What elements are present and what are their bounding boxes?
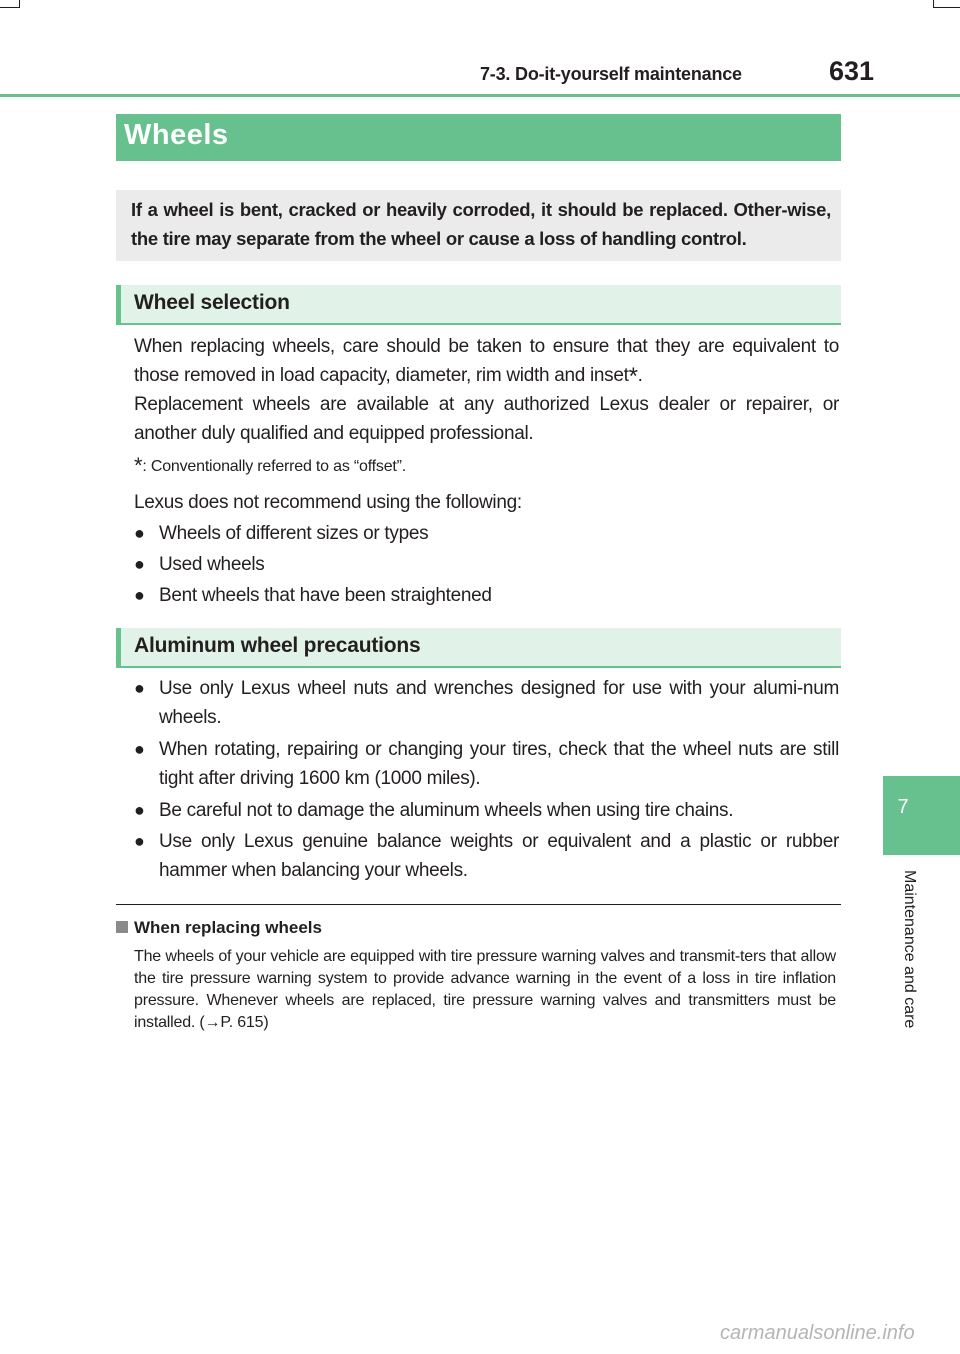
- wheel-selection-para-2: Replacement wheels are available at any authorized Lexus dealer or repairer, or another duly qualified and equipped professional.: [134, 394, 839, 444]
- heading-accent: [116, 285, 121, 323]
- list-item-text: Use only Lexus wheel nuts and wrenches designed for use with your alumi-num wheels.: [159, 678, 839, 728]
- crop-mark-top-left-h: [0, 7, 20, 8]
- intro-box: [116, 190, 841, 261]
- list-item-text: Bent wheels that have been straightened: [159, 585, 492, 606]
- page-number: 631: [829, 56, 875, 86]
- list-item-text: Use only Lexus genuine balance weights or equivalent and a plastic or rubber hammer when balancing your wheels.: [159, 831, 839, 881]
- crop-mark-top-right-h: [933, 7, 960, 8]
- note-body: The wheels of your vehicle are equipped with tire pressure warning valves and transmit-ters that allow the tire pressure warning system to provide advance warning in the event of a loss in tire inflation pressure. Whenever wheels are replaced, tire pressure warning valves and transmitters must be installed. (→P. 615): [134, 948, 836, 1031]
- list-item: [134, 674, 839, 732]
- list-item-text: When rotating, repairing or changing your tires, check that the wheel nuts are still tight after driving 1600 km (1000 miles).: [159, 739, 839, 789]
- wheel-selection-para-1: [134, 332, 839, 391]
- para-1-text: When replacing wheels, care should be taken to ensure that they are equivalent to those removed in load capacity, diameter, rim width and inset: [134, 336, 839, 386]
- footnote: [134, 453, 406, 479]
- heading-accent: [116, 628, 121, 666]
- list-item: [134, 796, 839, 825]
- watermark: carmanualsonline.info: [720, 1322, 915, 1344]
- list-item: [134, 519, 839, 548]
- bullet-icon: ●: [134, 554, 145, 574]
- list-item: [134, 581, 839, 610]
- list-item-text: Wheels of different sizes or types: [159, 523, 429, 544]
- chapter-number: 7: [897, 796, 909, 818]
- bullet-icon: ●: [134, 800, 145, 820]
- square-bullet-icon: [116, 921, 128, 933]
- para-1-end: .: [637, 365, 643, 386]
- chapter-tab: [883, 776, 960, 855]
- para-1-star: *: [628, 363, 638, 390]
- wheel-selection-heading-bar: [116, 285, 841, 325]
- footnote-star: *: [134, 453, 143, 478]
- note-heading-text: When replacing wheels: [134, 918, 322, 937]
- list-item-text: Used wheels: [159, 554, 265, 575]
- list-item: [134, 827, 839, 885]
- section-divider: [116, 904, 841, 905]
- bullet-icon: ●: [134, 523, 145, 543]
- header-rule: [0, 94, 960, 97]
- bullet-icon: ●: [134, 585, 145, 605]
- wheel-selection-para-3: Lexus does not recommend using the following:: [134, 492, 522, 513]
- section-title-bar: [116, 114, 841, 161]
- chapter-title: Maintenance and care: [901, 870, 918, 1029]
- bullet-icon: ●: [134, 678, 145, 698]
- section-title: Wheels: [124, 119, 229, 151]
- aluminum-heading-bar: [116, 628, 841, 668]
- list-item-text: Be careful not to damage the aluminum wheels when using tire chains.: [159, 800, 734, 821]
- note-heading: [116, 918, 322, 938]
- bullet-icon: ●: [134, 831, 145, 851]
- aluminum-heading: Aluminum wheel precautions: [134, 634, 421, 657]
- list-item: [134, 735, 839, 793]
- list-item: [134, 550, 839, 579]
- footnote-text: : Conventionally referred to as “offset”.: [142, 458, 407, 475]
- bullet-icon: ●: [134, 739, 145, 759]
- wheel-selection-heading: Wheel selection: [134, 291, 290, 314]
- running-header-section: 7-3. Do-it-yourself maintenance: [480, 64, 742, 84]
- intro-text: If a wheel is bent, cracked or heavily corroded, it should be replaced. Other-wise, the tire may separate from the wheel or cause a loss of handling control.: [131, 199, 831, 249]
